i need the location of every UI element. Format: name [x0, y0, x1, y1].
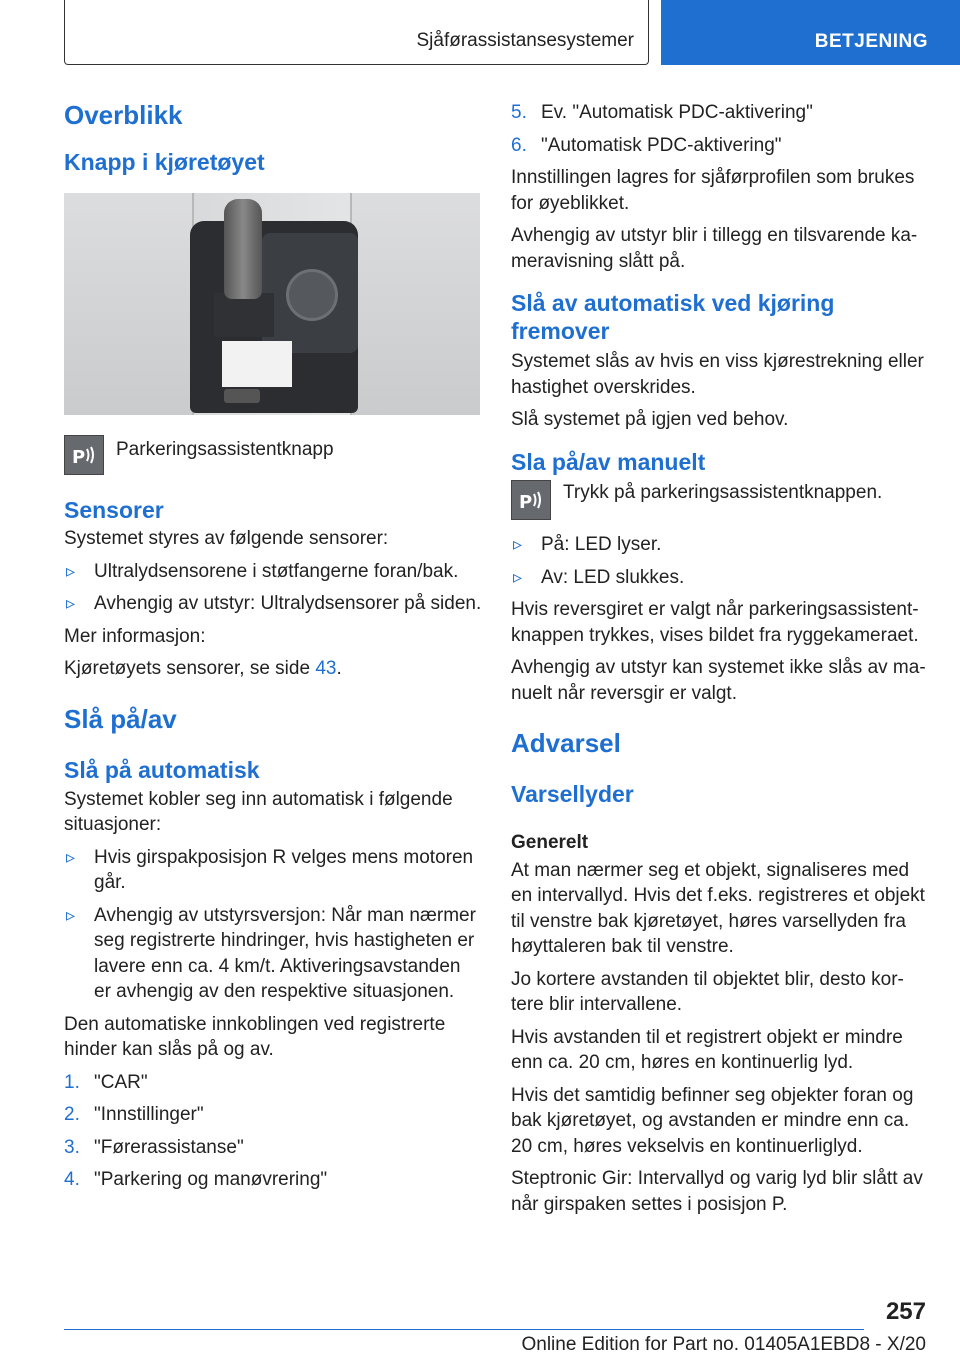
step-number: 3. [64, 1136, 80, 1158]
list-item: ▹ Ultralydsensorene i støtfangerne foran/bak. [64, 559, 482, 585]
generelt-p2: Jo kortere avstanden til objektet blir, desto kor-tere blir intervallene. [511, 968, 904, 1016]
generelt-p4: Hvis det samtidig befinner seg objekter foran og bak kjøretøyet, og avstanden er mindre enn ca. 20 cm, høres vekselvis en kontinuerliglyd. [511, 1084, 914, 1157]
page-link[interactable]: 43 [315, 658, 337, 680]
parking-brake-switch [224, 389, 260, 403]
generelt-p5: Steptronic Gir: Intervallyd og varig lyd blir slått av når girspaken settes i posisjon P. [511, 1168, 923, 1215]
list-item: ▹ På: LED lyser. [511, 532, 929, 558]
list-item: ▹ Avhengig av utstyrsversjon: Når man nærmer seg registrerte hindringer, hvis hastigheten er lavere enn ca. 4 km/t. Aktiveringsavstanden er avhengig av den respektive situasjonen. [64, 903, 482, 1005]
footer-edition: Online Edition for Part no. 01405A1EBD8 - X/20 [521, 1334, 926, 1355]
manuelt-icon-row [511, 480, 929, 520]
svg-text:P: P [72, 446, 86, 468]
right-column [511, 100, 929, 1224]
manuelt-ikke-text: Avhengig av utstyr kan systemet ikke slås av ma-nuelt når reversgir er valgt. [511, 657, 926, 704]
generelt-p1: At man nærmer seg et objekt, signaliseres med en intervallyd. Hvis det f.eks. registreres et objekt til venstre bak kjøretøyet, høres varsellyden fra høyttaleren bak til venstre. [511, 859, 925, 958]
list-item: ▹ Avhengig av utstyr: Ultralydsensorer på siden. [64, 591, 482, 617]
camera-note: Avhengig av utstyr blir i tillegg en tilsvarende ka-meravisning slått på. [511, 225, 918, 272]
heading-advarsel: Advarsel [511, 728, 621, 759]
step-text: "Innstillinger" [94, 1104, 204, 1126]
heading-sensorer: Sensorer [64, 496, 164, 523]
icon-caption: Parkeringsassistentknapp [116, 438, 334, 460]
list-item [64, 1167, 482, 1193]
heading-manuelt: Sla på/av manuelt [511, 448, 706, 475]
list-item [64, 1102, 482, 1128]
manuelt-instruction: Trykk på parkeringsassistentknappen. [563, 482, 883, 504]
revers-text: Hvis reversgiret er valgt når parkeringsassistent-knappen trykkes, vises bildet fra ryggekameraet. [511, 599, 919, 646]
heading-varsellyder: Varsellyder [511, 781, 634, 808]
gear-shifter [224, 199, 262, 299]
step-text: Ev. "Automatisk PDC-aktivering" [541, 102, 813, 123]
fremover-text: Systemet slås av hvis en viss kjørestrekning eller hastighet overskrides. [511, 351, 924, 398]
auto-note: Den automatiske innkoblingen ved registrerte hinder kan slås på og av. [64, 1013, 446, 1061]
console-photo [64, 193, 480, 415]
heading-overblikk: Overblikk [64, 100, 183, 130]
step-text: "CAR" [94, 1071, 148, 1093]
reference-text: Kjøretøyets sensorer, se side [64, 658, 316, 680]
parking-assist-icon [511, 480, 551, 520]
manuelt-list [511, 532, 929, 590]
auto-list [64, 845, 482, 1005]
heading-slaa-paa-automatisk: Slå på automatisk [64, 757, 260, 784]
step-text: "Automatisk PDC-aktivering" [541, 134, 782, 156]
seat-left [64, 193, 194, 415]
steps-list-right [511, 100, 929, 158]
auto-intro: Systemet kobler seg inn automatisk i følgende situasjoner: [64, 788, 453, 836]
profile-note: Innstillingen lagres for sjåførprofilen som brukes for øyeblikket. [511, 167, 915, 214]
step-text: "Førerassistanse" [94, 1136, 244, 1158]
heading-knapp: Knapp i kjøretøyet [64, 149, 265, 176]
parking-assist-icon [64, 435, 104, 475]
list-item [511, 133, 929, 159]
page-number: 257 [885, 1298, 926, 1325]
sensor-reference [64, 656, 482, 682]
generelt-p3: Hvis avstanden til et registrert objekt er mindre enn ca. 20 cm, høres en kontinuerlig lyd. [511, 1026, 903, 1074]
console-white-panel [222, 341, 292, 387]
list-item: ▹ Av: LED slukkes. [511, 565, 929, 591]
header-chapter-tab [661, 0, 960, 65]
steps-list-left [64, 1070, 482, 1193]
heading-slaa-paa-av: Slå på/av [64, 703, 177, 734]
step-number: 2. [64, 1104, 80, 1126]
list-item [64, 1135, 482, 1161]
idrive-knob [286, 269, 338, 321]
mer-info: Mer informasjon: [64, 625, 206, 647]
list-item: ▹ Hvis girspakposisjon R velges mens motoren går. [64, 845, 482, 896]
svg-text:P: P [519, 492, 533, 514]
sensorer-list [64, 559, 482, 617]
header-chapter-title: BETJENING [814, 31, 928, 52]
heading-slaa-av-fremover: Slå av automatisk ved kjøring fremover [511, 290, 835, 344]
footer-divider [64, 1329, 864, 1330]
heading-generelt: Generelt [511, 832, 589, 854]
list-item [511, 100, 929, 126]
header-section-title: Sjåførassistansesystemer [416, 30, 634, 51]
step-number: 4. [64, 1169, 80, 1191]
step-number: 6. [511, 134, 527, 156]
shifter-base [214, 293, 274, 337]
list-item [64, 1070, 482, 1096]
left-column [64, 100, 482, 1200]
reference-end: . [336, 658, 342, 680]
sensorer-intro: Systemet styres av følgende sensorer: [64, 528, 389, 550]
icon-caption-row [64, 435, 482, 475]
header-section-tab [64, 0, 649, 65]
step-number: 1. [64, 1071, 80, 1093]
step-number: 5. [511, 102, 527, 123]
seat-right [350, 193, 480, 415]
igjen-text: Slå systemet på igjen ved behov. [511, 409, 789, 431]
step-text: "Parkering og manøvrering" [94, 1169, 328, 1191]
